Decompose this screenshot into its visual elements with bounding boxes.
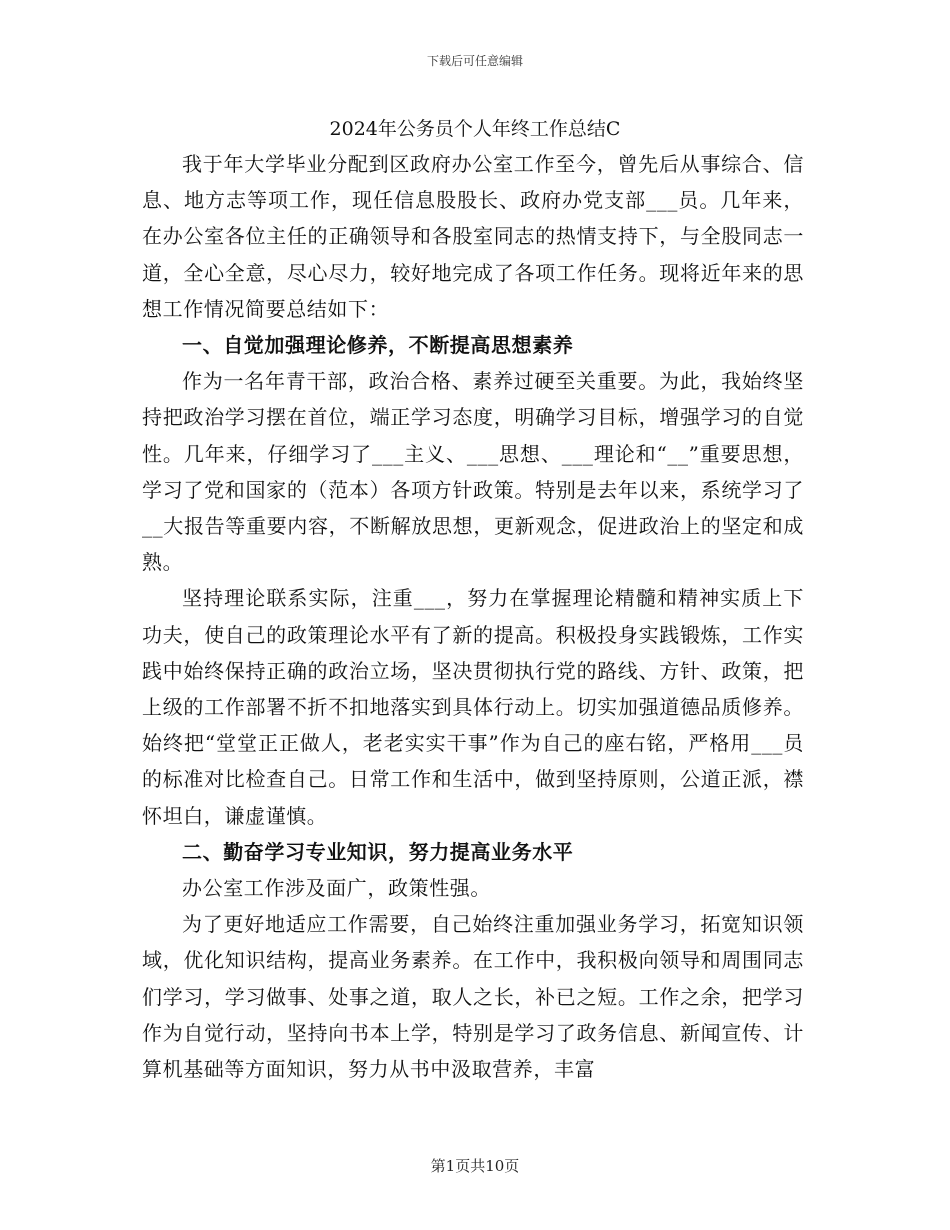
paragraph-office-work: 办公室工作涉及面广，政策性强。 xyxy=(182,876,491,901)
document-body xyxy=(142,146,804,1087)
page-number: 第1页共10页 xyxy=(430,1157,520,1175)
paragraph-intro: 我于年大学毕业分配到区政府办公室工作至今，曾先后从事综合、信息、地方志等项工作，现任信息股股长、政府办党支部___员。几年来，在办公室各位主任的正确领导和各股室同志的热情支持下，与全股同志一道，全心全意，尽心尽力，较好地完成了各项工作任务。现将近年来的思想工作情况简要总结如下： xyxy=(142,152,804,321)
document-title: 2024年公务员个人年终工作总结C xyxy=(329,118,621,140)
paragraph-theory-practice: 坚持理论联系实际，注重___，努力在掌握理论精髓和精神实质上下功夫，使自己的政策理论水平有了新的提高。积极投身实践锻炼，工作实践中始终保持正确的政治立场，坚决贯彻执行党的路线、方针、政策，把上级的工作部署不折不扣地落实到具体行动上。切实加强道德品质修养。始终把“堂堂正正做人，老老实实干事”作为自己的座右铭，严格用___员的标准对比检查自己。日常工作和生活中，做到坚持原则，公道正派，襟怀坦白，谦虚谨慎。 xyxy=(142,586,804,828)
section-heading-1: 一、自觉加强理论修养，不断提高思想素养 xyxy=(182,333,574,358)
section-heading-2: 二、勤奋学习专业知识，努力提高业务水平 xyxy=(182,839,574,864)
page-header-note: 下载后可任意编辑 xyxy=(426,54,523,68)
paragraph-political-study: 作为一名年青干部，政治合格、素养过硬至关重要。为此，我始终坚持把政治学习摆在首位，端正学习态度，明确学习目标，增强学习的自觉性。几年来，仔细学习了___主义、___思想、___理论和“__”重要思想，学习了党和国家的（范本）各项方针政策。特别是去年以来，系统学习了__大报告等重要内容，不断解放思想，更新观念，促进政治上的坚定和成熟。 xyxy=(142,369,804,575)
paragraph-business-study: 为了更好地适应工作需要，自己始终注重加强业务学习，拓宽知识领域，优化知识结构，提高业务素养。在工作中，我积极向领导和周围同志们学习，学习做事、处事之道，取人之长，补已之短。工作之余，把学习作为自觉行动，坚持向书本上学，特别是学习了政务信息、新闻宣传、计算机基础等方面知识，努力从书中汲取营养，丰富 xyxy=(142,912,804,1082)
